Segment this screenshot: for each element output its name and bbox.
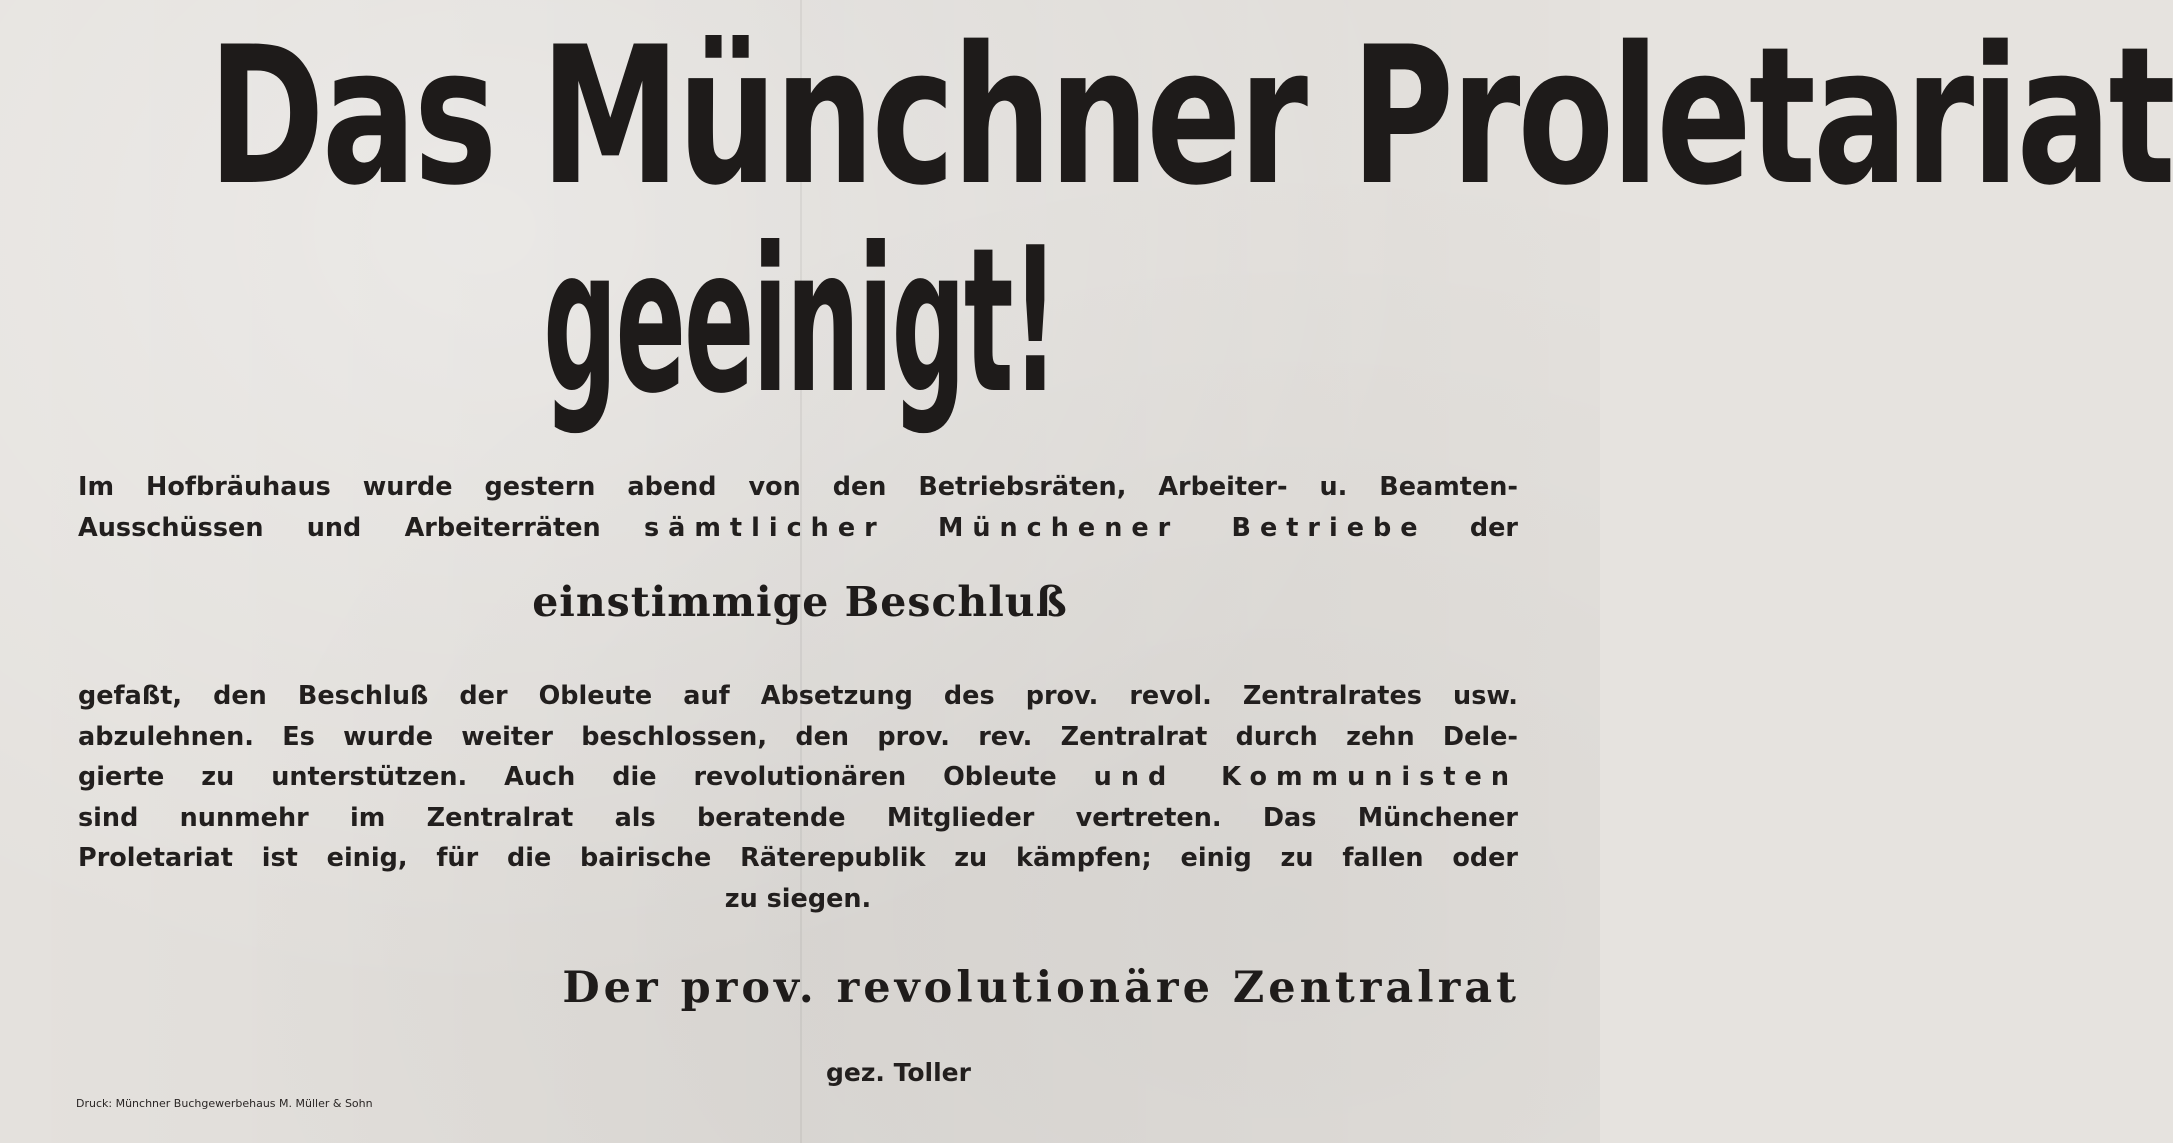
body-line-3-start: gierte zu unterstützen. Auch die revolutionären Obleute [78, 762, 1057, 793]
body-line-3-spaced: und Kommunisten [1093, 762, 1518, 793]
intro-line-2 [78, 508, 1518, 549]
printer-imprint: Druck: Münchner Buchgewerbehaus M. Müller & Sohn [76, 1097, 373, 1110]
body-line-1: gefaßt, den Beschluß der Obleute auf Absetzung des prov. revol. Zentralrates usw. [78, 681, 1518, 711]
signed-by: gez. Toller [826, 1058, 971, 1087]
body-line-5: Proletariat ist einig, für die bairische Räterepublik zu kämpfen; einig zu fallen oder [78, 843, 1518, 874]
body-line-2: abzulehnen. Es wurde weiter beschlossen, den prov. rev. Zentralrat durch zehn Dele- [78, 721, 1518, 752]
intro-line-2-spaced: sämtlicher Münchener Betriebe [643, 513, 1427, 543]
intro-paragraph [78, 467, 1518, 549]
body-line-3 [78, 757, 1518, 798]
signature-council: Der prov. revolutionäre Zentralrat [562, 963, 1520, 1013]
body-line-4: sind nunmehr im Zentralrat als beratende Mitglieder vertreten. Das Münchener [78, 802, 1518, 833]
body-line-6: zu siegen. [724, 883, 872, 914]
intro-line-2-end: der [1469, 513, 1518, 543]
intro-line-1: Im Hofbräuhaus wurde gestern abend von den Betriebsräten, Arbeiter- u. Beamten- [78, 472, 1518, 502]
body-paragraph [78, 676, 1518, 920]
headline-line-1: Das Münchner Proletariat [208, 6, 2173, 227]
headline-line-2: geeinigt! [543, 205, 1057, 438]
resolution-heading: einstimmige Beschluß [532, 578, 1068, 626]
intro-line-2-start: Ausschüssen und Arbeiterräten [78, 513, 601, 543]
